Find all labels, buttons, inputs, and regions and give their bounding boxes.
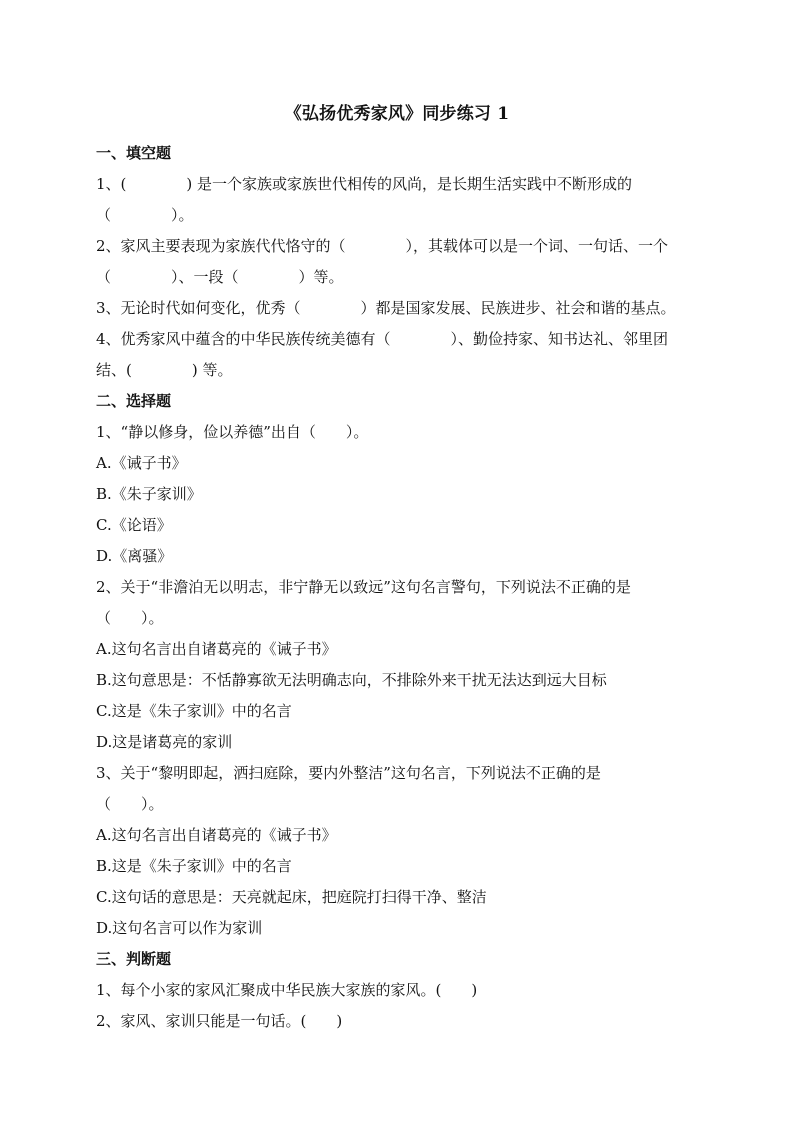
question-line: 3、无论时代如何变化，优秀（ ）都是国家发展、民族进步、社会和谐的基点。 — [96, 299, 676, 317]
question-line: 1、每个小家的家风汇聚成中华民族大家族的家风。( ) — [96, 981, 478, 999]
option-line: B.这是《朱子家训》中的名言 — [96, 857, 292, 875]
question-line: 2、家风、家训只能是一句话。( ) — [96, 1012, 343, 1030]
option-line: C.这句话的意思是：天亮就起床，把庭院打扫得干净、整洁 — [96, 888, 487, 906]
question-line: （ ）、一段（ ）等。 — [96, 268, 344, 286]
question-line: （ ）。 — [96, 206, 194, 224]
section-fill-in-blank — [96, 138, 698, 386]
option-line: C.这是《朱子家训》中的名言 — [96, 702, 292, 720]
option-line: B.这句意思是：不恬静寡欲无法明确志向，不排除外来干扰无法达到远大目标 — [96, 671, 607, 689]
question-line: （ ）。 — [96, 609, 164, 627]
section-multiple-choice — [96, 386, 698, 944]
question-line: 4、优秀家风中蕴含的中华民族传统美德有（ ）、勤俭持家、知书达礼、邻里团 — [96, 330, 669, 348]
option-line: A.《诫子书》 — [96, 454, 187, 472]
question-line: 1、( ) 是一个家族或家族世代相传的风尚，是长期生活实践中不断形成的 — [96, 175, 633, 193]
question-line: 3、关于“黎明即起，洒扫庭除，要内外整洁”这句名言，下列说法不正确的是 — [96, 764, 601, 782]
question-line: 结、( ) 等。 — [96, 361, 233, 379]
question-line: （ ）。 — [96, 795, 164, 813]
question-line: 2、家风主要表现为家族代代恪守的（ ），其载体可以是一个词、一句话、一个 — [96, 237, 669, 255]
section-heading: 三、判断题 — [96, 950, 172, 968]
option-line: C.《论语》 — [96, 516, 172, 534]
section-heading: 一、填空题 — [96, 144, 172, 162]
document-title: 《弘扬优秀家风》同步练习 1 — [284, 104, 510, 124]
question-line: 2、关于“非澹泊无以明志，非宁静无以致远”这句名言警句，下列说法不正确的是 — [96, 578, 631, 596]
option-line: D.这是诸葛亮的家训 — [96, 733, 233, 751]
option-line: D.这句名言可以作为家训 — [96, 919, 263, 937]
section-true-false — [96, 944, 698, 1037]
option-line: D.《离骚》 — [96, 547, 173, 565]
option-line: A.这句名言出自诸葛亮的《诫子书》 — [96, 826, 337, 844]
section-heading: 二、选择题 — [96, 392, 172, 410]
option-line: B.《朱子家训》 — [96, 485, 202, 503]
question-line: 1、“静以修身，俭以养德”出自（ ）。 — [96, 423, 369, 441]
option-line: A.这句名言出自诸葛亮的《诫子书》 — [96, 640, 337, 658]
